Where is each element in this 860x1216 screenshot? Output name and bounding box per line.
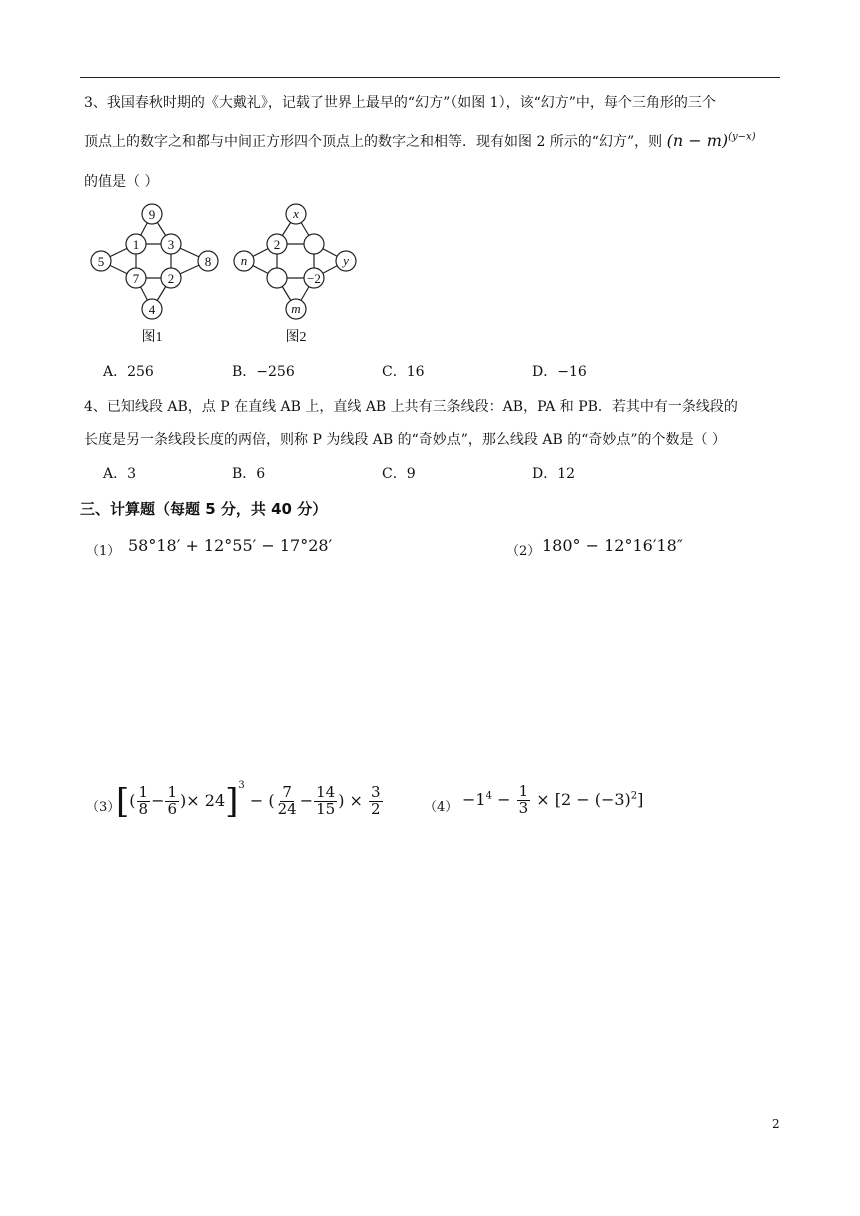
- problem-3-expression: [( $\frac{1}{8}$ − $\frac{1}{6}$ )× 24]$^3$ − ( $\frac{7}{24}$ − $\frac{14}{15}$ ) × $\frac{3}{2}$: [116, 780, 381, 822]
- fig2-label-ul: 2: [273, 237, 281, 252]
- fig2-label-lr: −2: [307, 271, 321, 286]
- fig1-label-left: 5: [97, 254, 105, 269]
- p3-frac-3: $\frac{7}{24}$: [277, 783, 297, 818]
- p3-frac-5: $\frac{3}{2}$: [371, 783, 381, 818]
- p4-pre: −1: [462, 789, 486, 809]
- fig2-label-bottom: m: [291, 301, 301, 316]
- figure-1: [101, 214, 208, 309]
- q4-line2: 长度是另一条线段长度的两倍，则称 P 为线段 AB 的“奇妙点”，那么线段 AB 的“奇妙点”的个数是（ ）: [84, 432, 726, 448]
- fig1-label-ur: 3: [167, 237, 175, 252]
- p4-pre-exp: 4: [485, 790, 492, 802]
- q3-option-b: B．−256: [232, 364, 295, 380]
- p4-post: × [2 − (−3): [536, 789, 631, 809]
- fig1-label-bottom: 4: [148, 302, 156, 317]
- fig1-label-right: 8: [204, 254, 212, 269]
- p3-frac-1: $\frac{1}{8}$: [138, 783, 149, 818]
- fig1-label-ul: 1: [132, 237, 140, 252]
- fig2-caption: 图2: [285, 330, 307, 345]
- problem-2-number: （2）: [506, 544, 541, 559]
- fig2-label-left: n: [240, 253, 248, 268]
- q3-expr-exp: (y−x): [728, 131, 756, 143]
- problem-3-number: （3）: [86, 800, 121, 815]
- q3-line2-text: 顶点上的数字之和都与中间正方形四个顶点上的数字之和相等．现有如图 2 所示的“幻方”，则: [84, 134, 663, 150]
- section-title: 三、计算题（每题 5 分，共 40 分）: [80, 500, 328, 518]
- q3-line3: 的值是（ ）: [84, 174, 159, 190]
- problem-1-number: （1）: [86, 544, 121, 559]
- problem-2-expression: 180° − 12°16′18″: [542, 536, 683, 555]
- fig2-node-ll: [267, 268, 287, 288]
- fig1-caption: 图1: [141, 330, 163, 345]
- p3-frac-2: $\frac{1}{6}$: [167, 783, 178, 818]
- q4-option-c: C．9: [382, 466, 416, 482]
- fig1-label-lr: 2: [167, 271, 175, 286]
- fig2-label-top: x: [293, 206, 299, 221]
- q4-option-d: D．12: [532, 466, 576, 482]
- p4-frac: $\frac{1}{3}$: [518, 782, 529, 817]
- p4-minus: −: [497, 789, 511, 809]
- p4-post-exp: 2: [630, 790, 638, 802]
- p4-close: ]: [637, 789, 644, 809]
- fig1-label-top: 9: [148, 207, 156, 222]
- figure-2: [244, 214, 346, 309]
- q4-option-a: A．3: [103, 466, 137, 482]
- magic-square-figures: [84, 198, 374, 346]
- q3-line1: 3、我国春秋时期的《大戴礼》，记载了世界上最早的“幻方”（如图 1），该“幻方”中，每个三角形的三个: [84, 95, 716, 111]
- fig1-label-ll: 7: [132, 271, 140, 286]
- page-number: 2: [772, 1117, 780, 1131]
- problem-4-expression: [462, 784, 643, 817]
- problem-1-expression: 58°18′ + 12°55′ − 17°28′: [128, 536, 333, 555]
- fig2-label-right: y: [343, 253, 349, 268]
- fig2-node-ur: [304, 234, 324, 254]
- q4-option-b: B．6: [232, 466, 266, 482]
- q3-option-a: A．256: [103, 364, 154, 380]
- header-rule: [80, 77, 780, 78]
- q3-option-c: C．16: [382, 364, 425, 380]
- p3-exp: 3: [238, 780, 245, 791]
- q3-line2: [84, 131, 756, 151]
- q3-expr-base: (n − m): [666, 131, 729, 150]
- q3-option-d: D．−16: [532, 364, 587, 380]
- problem-4-number: （4）: [424, 800, 459, 815]
- p3-mul: × 24: [186, 791, 226, 810]
- q3-expression: [667, 131, 756, 150]
- p3-frac-4: $\frac{14}{15}$: [316, 783, 336, 818]
- q4-line1: 4、已知线段 AB，点 P 在直线 AB 上，直线 AB 上共有三条线段：AB，PA 和 PB．若其中有一条线段的: [84, 399, 738, 415]
